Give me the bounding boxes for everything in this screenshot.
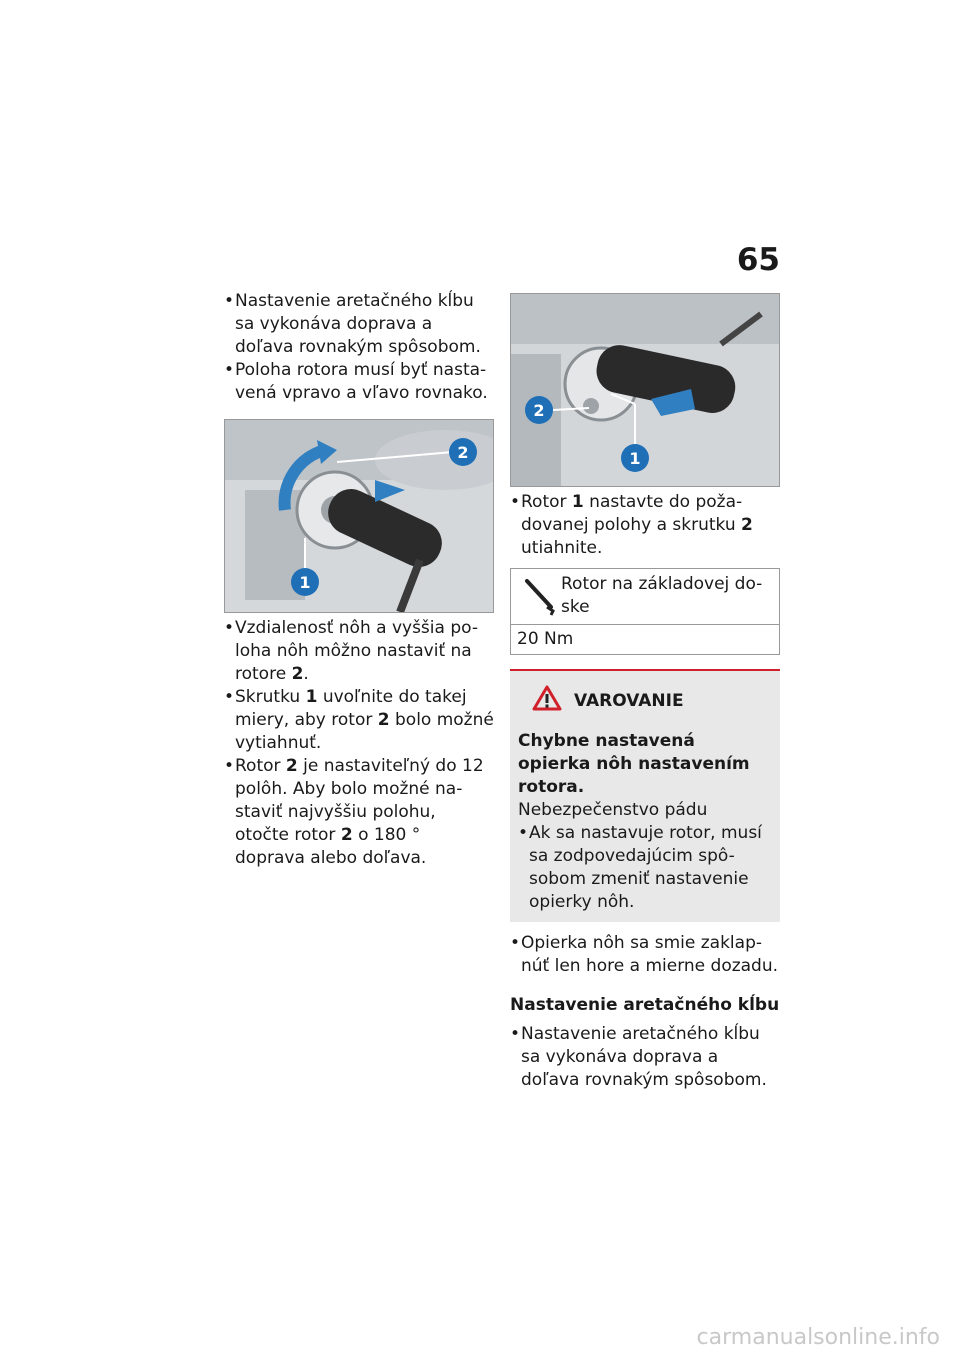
warning-hazard: Chybne nastavená opierka nôh nastavením rotora. (518, 731, 750, 797)
bullet-item: • Vzdialenosť nôh a vyššia po-loha nôh môžno nastaviť na rotore 2. (224, 617, 494, 686)
bottom-bullet-list (224, 617, 494, 870)
warning-measures (518, 822, 772, 914)
section-heading: Nastavenie aretačného kĺbu (510, 995, 780, 1015)
warning-header (532, 685, 772, 718)
right-column (510, 491, 780, 1092)
left-column (224, 290, 494, 405)
warning-title: VAROVANIE (574, 691, 684, 711)
callout-label: 2 (457, 443, 469, 462)
torque-value: 20 Nm (517, 629, 574, 649)
page-number: 65 (736, 242, 780, 278)
bullet-item: • Rotor 1 nastavte do poža-dovanej polohy a skrutku 2 utiahnite. (510, 491, 780, 560)
callout-label: 1 (299, 573, 311, 592)
torque-label: Rotor na základovej do-ske (561, 574, 763, 617)
torque-header-row (511, 569, 779, 625)
last-bullet-list (510, 1023, 780, 1092)
callout-label: 2 (533, 401, 545, 420)
rotor-illustration (511, 294, 779, 486)
bullet-item: • Skrutku 1 uvoľnite do takej miery, aby rotor 2 bolo možné vytiahnuť. (224, 686, 494, 755)
bullet-item: • Ak sa nastavuje rotor, musí sa zodpovedajúcim spô-sobom zmeniť nastavenie opierky nôh. (518, 822, 772, 914)
bullet-item: • Nastavenie aretačného kĺbu sa vykonáva doprava a doľava rovnakým spôsobom. (224, 290, 494, 359)
after-bullet-list (510, 932, 780, 978)
warning-triangle-icon (532, 685, 562, 718)
bullet-item: • Nastavenie aretačného kĺbu sa vykonáva doprava a doľava rovnakým spôsobom. (510, 1023, 780, 1092)
bullet-item: • Rotor 2 je nastaviteľný do 12 polôh. Aby bolo možné na-staviť najvyššiu polohu, otočte rotor 2 o 180 ° doprava alebo doľava. (224, 755, 494, 870)
bullet-item: • Opierka nôh sa smie zaklap-núť len hore a mierne dozadu. (510, 932, 780, 978)
watermark: carmanualsonline.info (696, 1325, 940, 1350)
warning-consequence: Nebezpečenstvo pádu (518, 800, 708, 820)
rotor-bullet-list (510, 491, 780, 560)
footrest-illustration (225, 420, 493, 612)
footrest-photo-left (224, 419, 494, 613)
torque-table (510, 568, 780, 655)
footrest-photo-right (510, 293, 780, 487)
left-column-lower (224, 617, 494, 870)
top-bullet-list (224, 290, 494, 405)
bullet-item: • Poloha rotora musí byť nasta-vená vpravo a vľavo rovnako. (224, 359, 494, 405)
wrench-icon (523, 577, 557, 624)
warning-box (510, 669, 780, 922)
callout-label: 1 (629, 449, 641, 468)
